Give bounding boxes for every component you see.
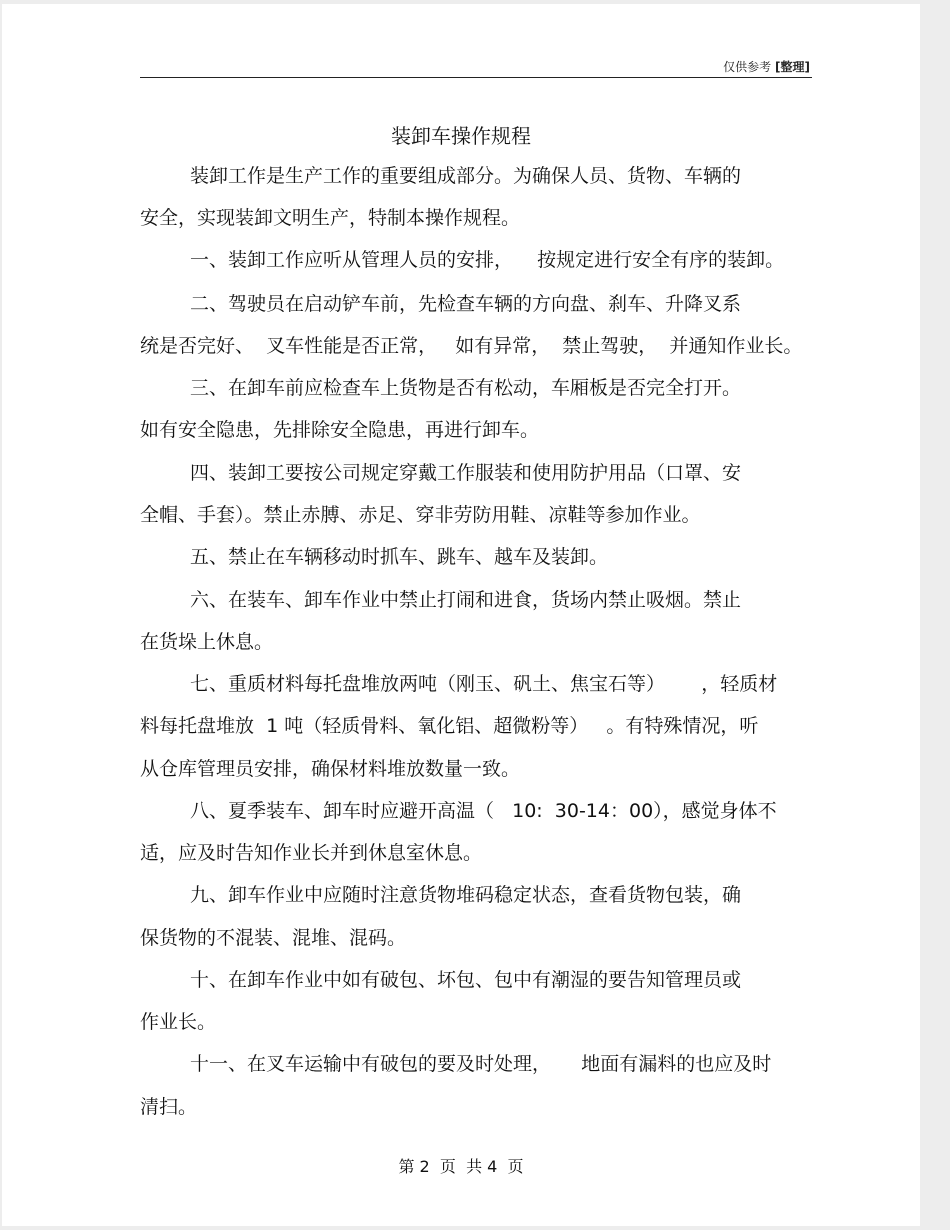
document-title: 装卸车操作规程 <box>391 124 531 148</box>
page-header <box>723 58 810 75</box>
header-divider <box>140 77 812 78</box>
body-line: 从仓库管理员安排，确保材料堆放数量一致。 <box>140 758 521 780</box>
body-line: 三、在卸车前应检查车上货物是否有松动，车厢板是否完全打开。 <box>190 377 742 399</box>
body-line: 五、禁止在车辆移动时抓车、跳车、越车及装卸。 <box>190 546 609 568</box>
body-line: 十、在卸车作业中如有破包、坏包、包中有潮湿的要告知管理员或 <box>190 969 742 991</box>
document-page <box>2 4 920 1226</box>
body-line: 装卸工作是生产工作的重要组成部分。为确保人员、货物、车辆的 <box>190 165 742 187</box>
body-line: 全帽、手套）。禁止赤膊、赤足、穿非劳防用鞋、凉鞋等参加作业。 <box>140 504 701 526</box>
page-footer: 第 2 页 共 4 页 <box>398 1157 524 1176</box>
body-line: 六、在装车、卸车作业中禁止打闹和进食，货场内禁止吸烟。禁止 <box>190 589 742 611</box>
body-line: 七、重质材料每托盘堆放两吨（刚玉、矾土、焦宝石等） ，轻质材 <box>190 673 778 695</box>
body-line: 一、装卸工作应听从管理人员的安排， 按规定进行安全有序的装卸。 <box>190 249 785 271</box>
body-line: 保货物的不混装、混堆、混码。 <box>140 927 407 949</box>
body-line: 如有安全隐患，先排除安全隐患，再进行卸车。 <box>140 419 540 441</box>
header-prefix: 仅供参考 <box>723 60 772 74</box>
body-line: 十一、在叉车运输中有破包的要及时处理， 地面有漏料的也应及时 <box>190 1053 772 1075</box>
body-line: 统是否完好、 叉车性能是否正常， 如有异常， 禁止驾驶， 并通知作业长。 <box>140 335 803 357</box>
body-line: 在货垛上休息。 <box>140 631 274 653</box>
body-line: 四、装卸工要按公司规定穿戴工作服装和使用防护用品（口罩、安 <box>190 462 742 484</box>
body-line: 适，应及时告知作业长并到休息室休息。 <box>140 842 483 864</box>
header-tag: [整理] <box>775 60 810 74</box>
body-line: 清扫。 <box>140 1096 198 1118</box>
body-line: 八、夏季装车、卸车时应避开高温（ 10: 30-14：00），感觉身体不 <box>190 800 777 822</box>
body-line: 安全，实现装卸文明生产，特制本操作规程。 <box>140 207 521 229</box>
body-line: 料每托盘堆放 1 吨（轻质骨料、氧化铝、超微粉等） 。有特殊情况，听 <box>140 715 759 737</box>
body-line: 作业长。 <box>140 1011 217 1033</box>
body-line: 二、驾驶员在启动铲车前，先检查车辆的方向盘、刹车、升降叉系 <box>190 293 742 315</box>
body-line: 九、卸车作业中应随时注意货物堆码稳定状态，查看货物包装，确 <box>190 884 742 906</box>
